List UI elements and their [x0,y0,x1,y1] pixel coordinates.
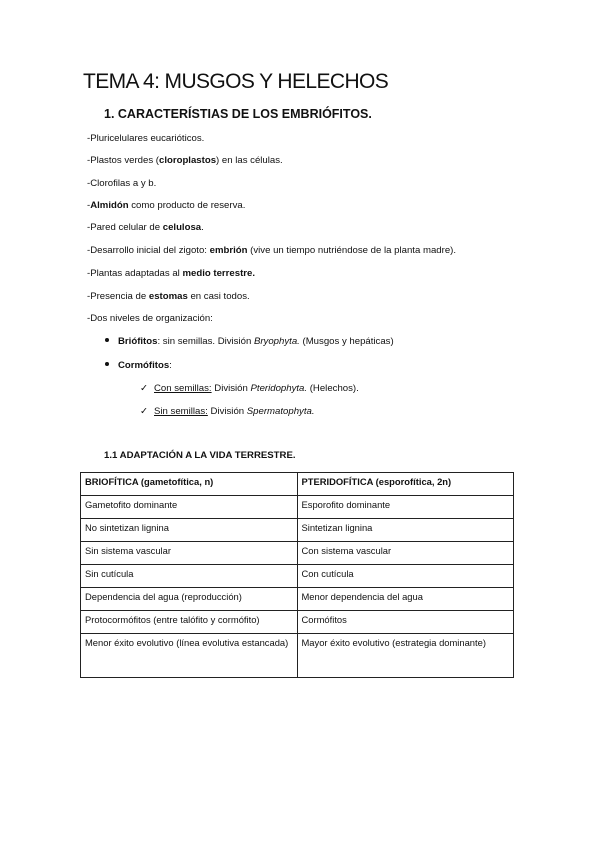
table-cell: Protocormófitos (entre talófito y cormófito) [81,611,298,634]
bullet-item-cormofitos: Cormófitos: [105,360,172,372]
table-cell: Con sistema vascular [297,542,514,565]
section-heading-adaptation: 1.1 ADAPTACIÓN A LA VIDA TERRESTRE. [104,450,296,461]
table-row [81,565,514,588]
table-header-cell: BRIOFÍTICA (gametofítica, n) [81,473,298,496]
characteristic-line: -Pared celular de celulosa. [87,222,204,233]
table-row [81,634,514,678]
table-cell: Con cutícula [297,565,514,588]
characteristic-line: -Presencia de estomas en casi todos. [87,291,250,302]
table-cell: Sin cutícula [81,565,298,588]
table-cell: Sin sistema vascular [81,542,298,565]
checkmark-icon: ✓ [140,383,149,394]
table-row [81,542,514,565]
bullet-dot-icon [105,362,109,366]
characteristic-line: -Pluricelulares eucarióticos. [87,133,205,144]
bullet-dot-icon [105,338,109,342]
check-item-con-semillas: ✓ Con semillas: División Pteridophyta. (Helechos). [140,383,359,394]
table-cell: Esporofito dominante [297,496,514,519]
table-cell: Menor éxito evolutivo (línea evolutiva estancada) [81,634,298,678]
characteristic-line: -Plastos verdes (cloroplastos) en las células. [87,155,283,166]
table-cell: No sintetizan lignina [81,519,298,542]
table-cell: Dependencia del agua (reproducción) [81,588,298,611]
table-cell: Menor dependencia del agua [297,588,514,611]
characteristic-line: -Dos niveles de organización: [87,313,213,324]
characteristic-line: -Plantas adaptadas al medio terrestre. [87,268,255,279]
checkmark-icon: ✓ [140,406,149,417]
characteristic-line: -Clorofilas a y b. [87,178,157,189]
characteristic-line: -Desarrollo inicial del zigoto: embrión (vive un tiempo nutriéndose de la planta madre). [87,245,457,256]
table-row [81,611,514,634]
table-row [81,496,514,519]
table-cell: Cormófitos [297,611,514,634]
bullet-item-briofitos: Briófitos: sin semillas. División Bryophyta. (Musgos y hepáticas) [105,336,394,348]
comparison-table [80,472,514,678]
table-header-cell: PTERIDOFÍTICA (esporofítica, 2n) [297,473,514,496]
page-title: TEMA 4: MUSGOS Y HELECHOS [83,70,389,93]
table-row [81,588,514,611]
table-row [81,519,514,542]
section-heading-characteristics: 1. CARACTERÍSTIAS DE LOS EMBRIÓFITOS. [104,107,372,121]
table-cell: Gametofito dominante [81,496,298,519]
table-header-row [81,473,514,496]
characteristic-line: -Almidón como producto de reserva. [87,200,246,211]
table-cell: Mayor éxito evolutivo (estrategia dominante) [297,634,514,678]
table-cell: Sintetizan lignina [297,519,514,542]
check-item-sin-semillas: ✓ Sin semillas: División Spermatophyta. [140,406,315,417]
